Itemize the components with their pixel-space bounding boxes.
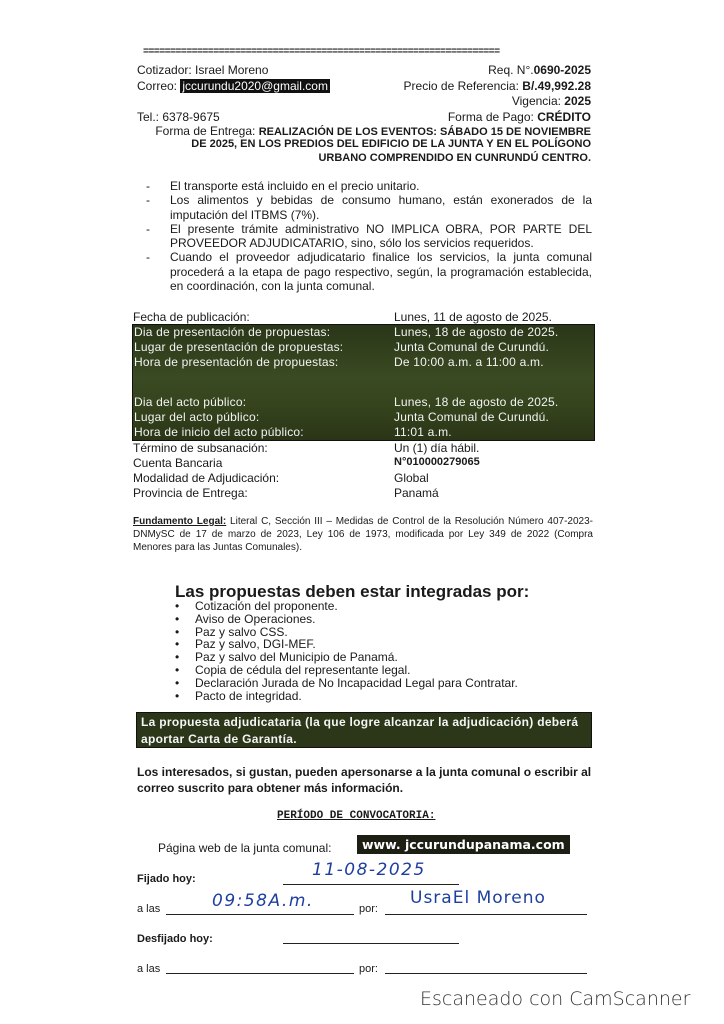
vigencia-value: 2025 (564, 94, 591, 108)
fundamento-legal-label: Fundamento Legal: (133, 516, 227, 527)
schedule-value: 11:01 a.m. (394, 425, 452, 439)
bullet-dot: • (175, 611, 180, 626)
forma-pago-label: Forma de Pago: (447, 110, 538, 124)
requirements-title: Las propuestas deben estar integradas por: (175, 582, 530, 601)
correo-label: Correo: (137, 79, 178, 93)
provincia-value: Panamá (394, 486, 439, 500)
a-las-line (166, 914, 354, 915)
schedule-label: Dia de presentación de propuestas: (134, 325, 331, 339)
schedule-label: Lugar del acto público: (134, 410, 260, 424)
fundamento-legal-text: Literal C, Sección III – Medidas de Control de la Resolución Número 407-2023-DNMySC de 17 de marzo de 2023, Ley 106 de 1973, modificada por Ley 349 de 2022 (Compra Menores para las Juntas Comunales). (133, 516, 593, 553)
forma-pago-value: CRÉDITO (537, 110, 591, 124)
bullet-dot: • (175, 688, 180, 703)
precio-label: Precio de Referencia: (403, 79, 523, 93)
forma-entrega (155, 124, 591, 138)
fijado-handwritten: 11-08-2025 (312, 860, 426, 880)
precio-value: B/.49,992.28 (522, 79, 591, 93)
por-line (385, 914, 587, 915)
web-label: Página web de la junta comunal: (158, 841, 332, 855)
fijado-line (283, 884, 459, 885)
requirement-item: • Paz y salvo del Municipio de Panamá. (175, 650, 398, 665)
fijado-label: Fijado hoy: (137, 873, 196, 885)
camscanner-watermark: Escaneado con CamScanner (420, 988, 691, 1010)
por-label: por: (359, 903, 378, 915)
web-link[interactable]: www. jccurundupanama.com (357, 835, 570, 854)
telefono: Tel.: 6378-9675 (137, 110, 220, 124)
requirement-item: • Cotización del proponente. (175, 599, 338, 613)
forma-pago (448, 110, 591, 124)
forma-entrega-line1: REALIZACIÓN DE LOS EVENTOS: SÁBADO 15 DE NOVIEMBRE (258, 126, 591, 138)
fundamento-legal (133, 515, 593, 554)
bullet-dot: • (175, 624, 180, 639)
dash-bullet: - (146, 221, 150, 236)
bullet-dot: • (175, 662, 180, 677)
schedule-label: Dia del acto público: (134, 395, 247, 409)
req-number (488, 63, 591, 77)
por-label-2: por: (359, 963, 378, 975)
cuenta-label: Cuenta Bancaria (133, 456, 223, 470)
a-las-handwritten: 09:58A.m. (212, 891, 314, 911)
notes-list (146, 179, 592, 293)
schedule-label: Hora de inicio del acto público: (134, 425, 304, 439)
req-label: Req. N°. (488, 63, 534, 77)
schedule-label: Hora de presentación de propuestas: (134, 355, 339, 369)
provincia-label: Provincia de Entrega: (133, 486, 248, 500)
cuenta-value: N°010000279065 (394, 456, 480, 468)
precio-referencia (404, 79, 591, 93)
vigencia (512, 94, 591, 108)
bullet-dot: • (175, 675, 180, 690)
note-item: - Cuando el proveedor adjudicatario finalice los servicios, la junta comunal procederá a la etapa de pago respectivo, según, la programación establecida, en coordinación, con la junta comunal. (146, 250, 592, 294)
subsanacion-value: Un (1) día hábil. (394, 441, 480, 455)
schedule-value: Lunes, 18 de agosto de 2025. (394, 395, 559, 409)
requirement-item: • Paz y salvo, DGI-MEF. (175, 637, 316, 652)
schedule-value: Lunes, 18 de agosto de 2025. (394, 325, 559, 339)
schedule-value: Junta Comunal de Curundú. (394, 340, 550, 354)
bullet-dot: • (175, 650, 180, 665)
cotizador: Cotizador: Israel Moreno (137, 63, 269, 77)
fecha-publicacion-label: Fecha de publicación: (133, 310, 250, 324)
schedule-value: Junta Comunal de Curundú. (394, 410, 550, 424)
bullet-dot: • (175, 599, 180, 613)
requirement-item: • Aviso de Operaciones. (175, 611, 316, 626)
bullet-dot: • (175, 637, 180, 652)
correo-email[interactable]: jccurundu2020@gmail.com (182, 79, 328, 93)
por-handwritten: UsraEl Moreno (410, 888, 546, 908)
requirement-item: • Copia de cédula del representante legal. (175, 662, 411, 677)
requirement-item: • Declaración Jurada de No Incapacidad Legal para Contratar. (175, 675, 518, 690)
requirements-list (175, 600, 518, 702)
periodo-title: PERÍODO DE CONVOCATORIA: (277, 810, 436, 822)
guarantee-notice: La propuesta adjudicataria (la que logre alcanzar la adjudicación) deberá aportar Carta de Garantía. (136, 712, 592, 748)
a-las-line-2 (166, 973, 354, 974)
subsanacion-label: Término de subsanación: (133, 441, 268, 455)
dash-bullet: - (146, 179, 150, 193)
modalidad-label: Modalidad de Adjudicación: (133, 471, 280, 485)
note-item: - El transporte está incluido en el precio unitario. (146, 179, 420, 193)
forma-entrega-line2: DE 2025, EN LOS PREDIOS DEL EDIFICIO DE LA JUNTA Y EN EL POLÍGONO (191, 138, 591, 150)
forma-entrega-label: Forma de Entrega: (155, 124, 259, 138)
schedule-label: Lugar de presentación de propuestas: (134, 340, 344, 354)
requirement-item: • Paz y salvo CSS. (175, 624, 288, 639)
interest-notice: Los interesados, si gustan, pueden apersonarse a la junta comunal o escribir al correo suscrito para obtener más información. (137, 765, 592, 795)
note-item: - El presente trámite administrativo NO IMPLICA OBRA, POR PARTE DEL PROVEEDOR ADJUDICATARIO, sino, sólo los servicios requeridos. (146, 221, 592, 251)
a-las-label: a las (137, 903, 161, 915)
a-las-label-2: a las (137, 963, 161, 975)
dash-bullet: - (146, 250, 150, 265)
dash-bullet: - (146, 193, 150, 208)
separator-line: ================================================================== (143, 47, 500, 58)
note-item: - Los alimentos y bebidas de consumo humano, están exonerados de la imputación del ITBMS (7%). (146, 193, 592, 222)
forma-entrega-line3: URBANO COMPRENDIDO EN CUNRUNDÚ CENTRO. (318, 152, 591, 164)
schedule-value: De 10:00 a.m. a 11:00 a.m. (394, 355, 544, 369)
correo-row (137, 79, 330, 93)
desfijado-label: Desfijado hoy: (137, 933, 213, 945)
requirement-item: • Pacto de integridad. (175, 688, 302, 703)
req-value: 0690-2025 (533, 63, 591, 77)
fecha-publicacion-value: Lunes, 11 de agosto de 2025. (394, 310, 552, 324)
por-line-2 (385, 973, 587, 974)
modalidad-value: Global (394, 471, 429, 485)
vigencia-label: Vigencia: (511, 94, 565, 108)
desfijado-line (283, 943, 459, 944)
